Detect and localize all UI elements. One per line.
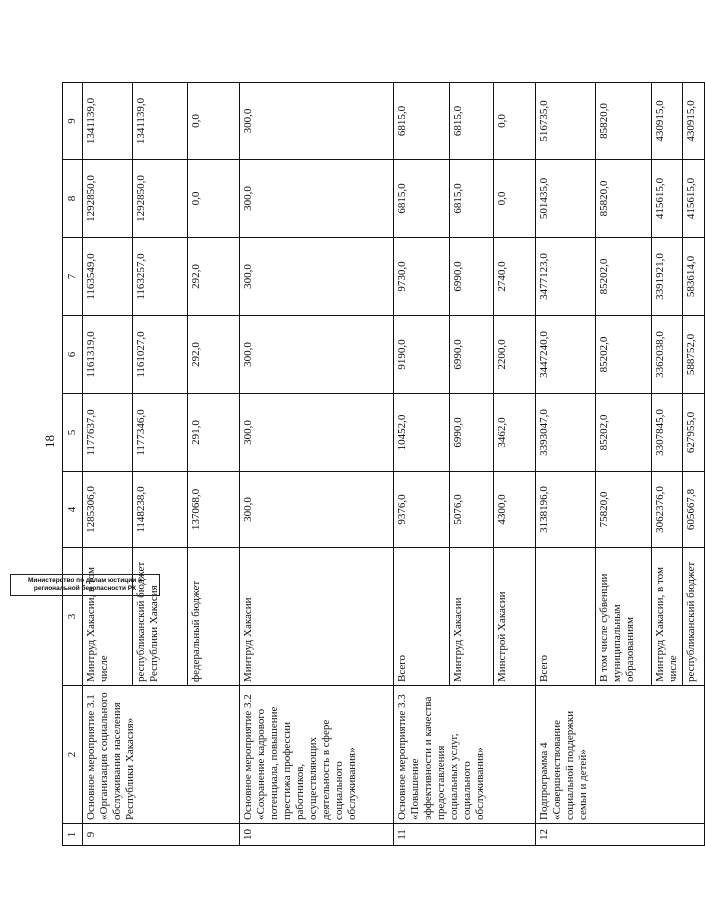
value-cell: 0,0 <box>188 160 240 238</box>
value-cell: 300,0 <box>240 472 394 548</box>
value-cell: 415615,0 <box>652 160 683 238</box>
value-cell: 1292850,0 <box>83 160 133 238</box>
row-number: 9 <box>83 824 240 846</box>
value-cell: 300,0 <box>240 238 394 316</box>
value-cell: 3307845,0 <box>652 394 683 472</box>
value-cell: 3391921,0 <box>652 238 683 316</box>
value-cell: 6815,0 <box>450 160 494 238</box>
rotated-page <box>62 83 697 846</box>
executor-cell: Минтруд Хакасии <box>240 548 394 686</box>
value-cell: 6815,0 <box>394 160 450 238</box>
row-number: 12 <box>536 824 705 846</box>
page-number: 18 <box>42 435 57 448</box>
value-cell: 3462,0 <box>494 394 536 472</box>
header-cell: 2 <box>63 686 83 824</box>
value-cell: 605667,8 <box>683 472 705 548</box>
value-cell: 1161027,0 <box>133 316 188 394</box>
stamp: Министерство по делам юстиции и региональной безопасности РК <box>10 574 160 596</box>
value-cell: 1341139,0 <box>133 83 188 160</box>
value-cell: 292,0 <box>188 316 240 394</box>
value-cell: 3138196,0 <box>536 472 596 548</box>
value-cell: 430915,0 <box>683 83 705 160</box>
value-cell: 2740,0 <box>494 238 536 316</box>
value-cell: 0,0 <box>494 83 536 160</box>
value-cell: 1177637,0 <box>83 394 133 472</box>
executor-cell: Всего <box>536 548 596 686</box>
value-cell: 0,0 <box>188 83 240 160</box>
event-description: Основное мероприятие 3.2 «Сохранение кадрового потенциала, повышение престижа профессии работников, осуществляющих деятельность в сфере социального обслуживания» <box>240 686 394 824</box>
value-cell: 6990,0 <box>450 316 494 394</box>
value-cell: 3062376,0 <box>652 472 683 548</box>
executor-cell: Минтруд Хакасии, в том числе <box>83 548 133 686</box>
value-cell: 137068,0 <box>188 472 240 548</box>
value-cell: 300,0 <box>240 160 394 238</box>
value-cell: 2200,0 <box>494 316 536 394</box>
value-cell: 430915,0 <box>652 83 683 160</box>
header-cell: 7 <box>63 238 83 316</box>
row-number: 11 <box>394 824 536 846</box>
event-description: Основное мероприятие 3.3 «Повышение эффективности и качества предоставления социальных услуг, социального обслуживания» <box>394 686 536 824</box>
value-cell: 10452,0 <box>394 394 450 472</box>
row-number: 10 <box>240 824 394 846</box>
event-description: Подпрограмма 4 «Совершенствование социальной поддержки семьи и детей» <box>536 686 705 824</box>
value-cell: 588752,0 <box>683 316 705 394</box>
budget-table <box>62 82 705 846</box>
executor-cell: Минтруд Хакасии, в том числе <box>652 548 683 686</box>
header-cell: 5 <box>63 394 83 472</box>
value-cell: 3477123,0 <box>536 238 596 316</box>
header-cell: 6 <box>63 316 83 394</box>
value-cell: 6990,0 <box>450 238 494 316</box>
executor-cell: Всего <box>394 548 450 686</box>
header-cell: 9 <box>63 83 83 160</box>
value-cell: 9190,0 <box>394 316 450 394</box>
value-cell: 85202,0 <box>596 238 652 316</box>
value-cell: 627955,0 <box>683 394 705 472</box>
header-cell: 4 <box>63 472 83 548</box>
value-cell: 75820,0 <box>596 472 652 548</box>
value-cell: 300,0 <box>240 394 394 472</box>
value-cell: 1163257,0 <box>133 238 188 316</box>
executor-cell: Минстрой Хакасии <box>494 548 536 686</box>
value-cell: 292,0 <box>188 238 240 316</box>
table-row <box>536 83 596 846</box>
value-cell: 583614,0 <box>683 238 705 316</box>
value-cell: 1341139,0 <box>83 83 133 160</box>
value-cell: 415615,0 <box>683 160 705 238</box>
value-cell: 516735,0 <box>536 83 596 160</box>
table-row <box>394 83 450 846</box>
value-cell: 9730,0 <box>394 238 450 316</box>
executor-cell: В том числе субвенции муниципальным образованиям <box>596 548 652 686</box>
value-cell: 1292850,0 <box>133 160 188 238</box>
value-cell: 300,0 <box>240 83 394 160</box>
value-cell: 1148238,0 <box>133 472 188 548</box>
table-row <box>83 83 133 846</box>
value-cell: 1285306,0 <box>83 472 133 548</box>
value-cell: 1163549,0 <box>83 238 133 316</box>
value-cell: 85820,0 <box>596 160 652 238</box>
value-cell: 6815,0 <box>394 83 450 160</box>
value-cell: 85820,0 <box>596 83 652 160</box>
value-cell: 5076,0 <box>450 472 494 548</box>
executor-cell: Минтруд Хакасии <box>450 548 494 686</box>
table-row <box>240 83 394 846</box>
value-cell: 85202,0 <box>596 394 652 472</box>
value-cell: 3393047,0 <box>536 394 596 472</box>
value-cell: 4300,0 <box>494 472 536 548</box>
value-cell: 501435,0 <box>536 160 596 238</box>
executor-cell: республиканский бюджет Республики Хакасия <box>133 548 188 686</box>
executor-cell: республиканский бюджет <box>683 548 705 686</box>
event-description: Основное мероприятие 3.1 «Организация социального обслуживания населения Республики Хакасия» <box>83 686 240 824</box>
value-cell: 6990,0 <box>450 394 494 472</box>
value-cell: 1177346,0 <box>133 394 188 472</box>
header-row <box>63 83 83 846</box>
header-cell: 8 <box>63 160 83 238</box>
value-cell: 291,0 <box>188 394 240 472</box>
value-cell: 6815,0 <box>450 83 494 160</box>
value-cell: 9376,0 <box>394 472 450 548</box>
value-cell: 3362038,0 <box>652 316 683 394</box>
header-cell: 1 <box>63 824 83 846</box>
value-cell: 300,0 <box>240 316 394 394</box>
value-cell: 0,0 <box>494 160 536 238</box>
executor-cell: федеральный бюджет <box>188 548 240 686</box>
value-cell: 85202,0 <box>596 316 652 394</box>
value-cell: 3447240,0 <box>536 316 596 394</box>
header-cell: 3 <box>63 548 83 686</box>
value-cell: 1161319,0 <box>83 316 133 394</box>
